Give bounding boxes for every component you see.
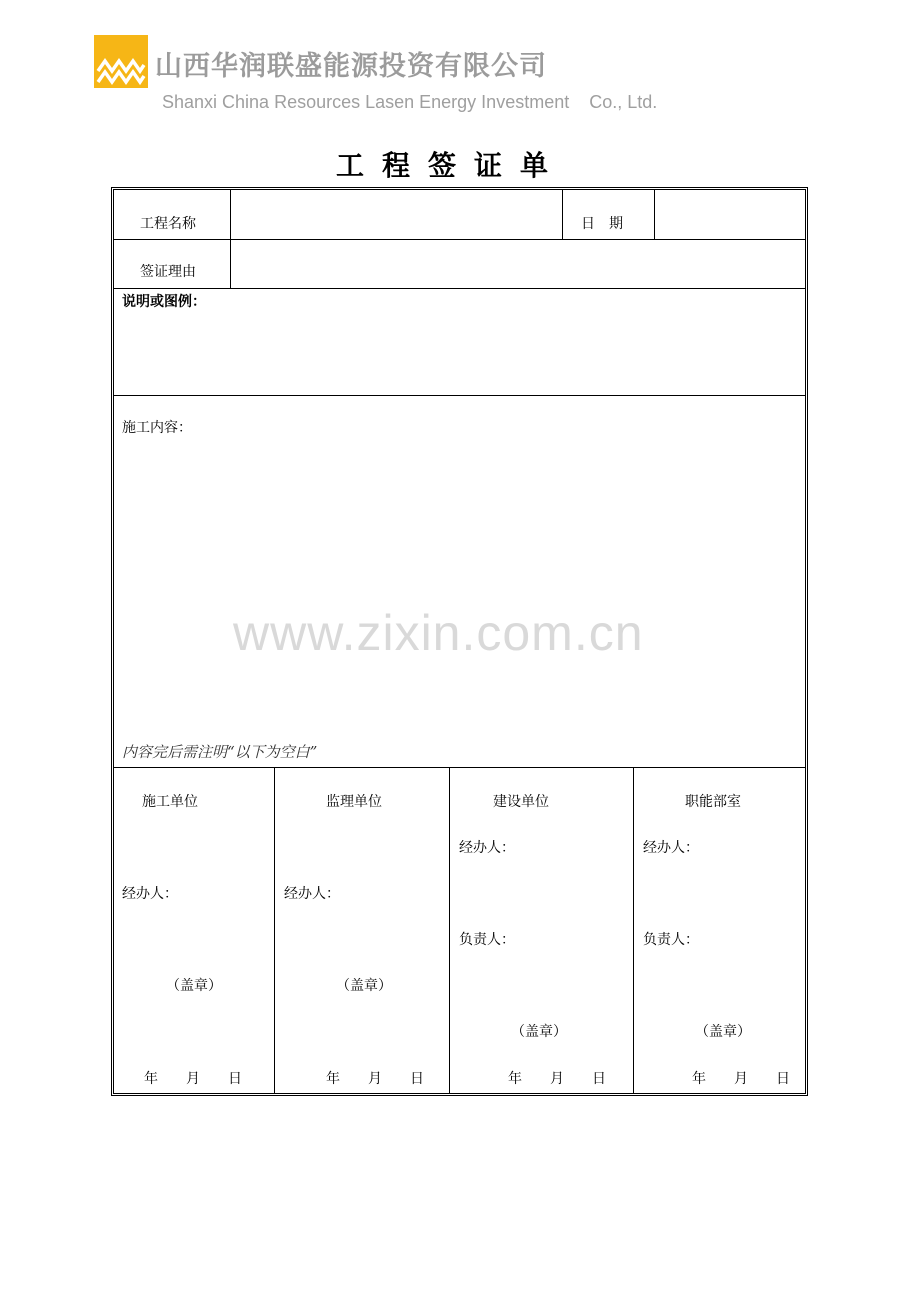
sig-unit-supervision: 监理单位 [326,794,382,810]
date-label: 日 期 [581,216,623,232]
project-name-label: 工程名称 [140,216,196,232]
sig-date-department: 年 月 日 [692,1071,790,1087]
document-title: 工程签证单 [335,149,566,182]
row-divider [114,767,805,768]
watermark-text: www.zixin.com.cn [233,605,644,661]
content-label: 施工内容： [122,420,192,436]
sig-seal-department: （盖章） [695,1024,751,1040]
blank-note: 内容完后需注明“以下为空白” [122,743,318,761]
sig-handler-owner: 经办人： [459,840,515,856]
reason-field[interactable] [232,240,804,287]
logo-mountains-icon [94,35,148,88]
row-divider [114,288,805,289]
sig-seal-construction: （盖章） [166,978,222,994]
content-field[interactable] [115,440,804,740]
sig-unit-owner: 建设单位 [493,794,549,810]
sig-seal-owner: （盖章） [511,1024,567,1040]
sig-responsible-department: 负责人： [643,932,699,948]
company-name-en: Shanxi China Resources Lasen Energy Investment Co., Ltd. [162,92,658,112]
company-name-cn: 山西华润联盛能源投资有限公司 [155,51,547,82]
sig-date-owner: 年 月 日 [508,1071,606,1087]
sig-responsible-owner: 负责人： [459,932,515,948]
col-divider [274,767,275,1093]
date-field[interactable] [656,191,804,238]
sig-handler-construction: 经办人： [122,886,178,902]
sig-unit-construction: 施工单位 [142,794,198,810]
sig-seal-supervision: （盖章） [336,978,392,994]
sig-handler-supervision: 经办人： [284,886,340,902]
col-divider [633,767,634,1093]
sig-date-supervision: 年 月 日 [326,1071,424,1087]
company-logo [94,35,148,88]
col-divider [449,767,450,1093]
col-divider [230,190,231,288]
sig-date-construction: 年 月 日 [144,1071,242,1087]
col-divider [654,190,655,239]
row-divider [114,395,805,396]
project-name-field[interactable] [232,191,561,238]
sig-unit-department: 职能部室 [685,794,741,810]
sig-handler-department: 经办人： [643,840,699,856]
description-field[interactable] [115,312,804,394]
description-label: 说明或图例： [122,294,206,310]
col-divider [562,190,563,239]
reason-label: 签证理由 [140,264,196,280]
